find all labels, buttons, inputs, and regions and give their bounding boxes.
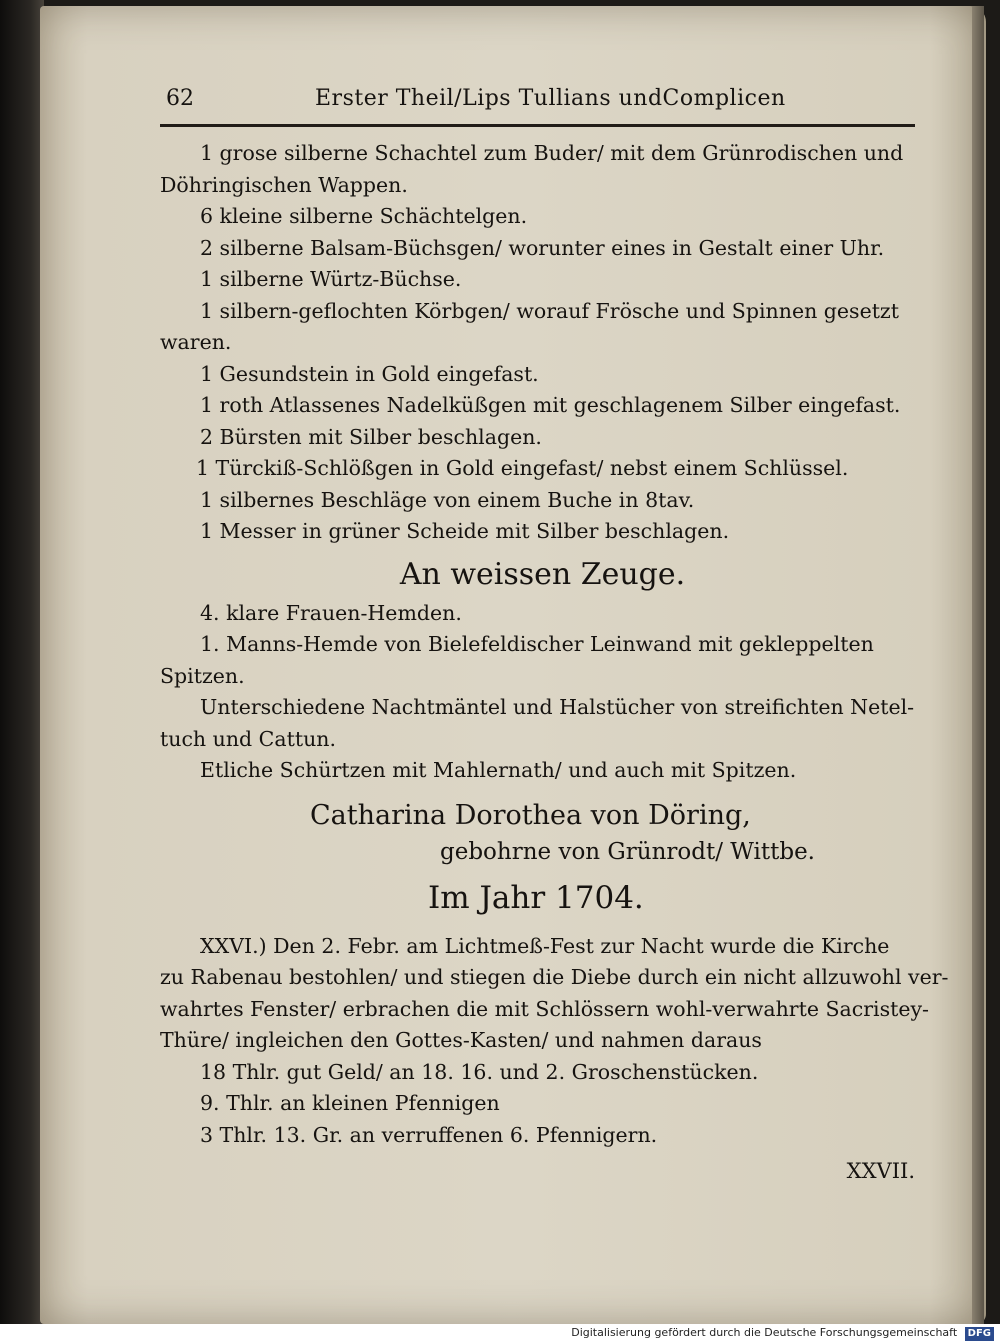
list-item: waren. (160, 330, 232, 354)
signature-title: gebohrne von Grünrodt/ Wittbe. (440, 838, 815, 865)
list-item: 9. Thlr. an kleinen Pfennigen (200, 1091, 500, 1115)
inventory-list-linen (160, 598, 925, 787)
list-item: 1 roth Atlassenes Nadelküßgen mit geschlagenem Silber eingefast. (200, 393, 901, 417)
list-item: 1 Gesundstein in Gold eingefast. (200, 361, 539, 386)
header-rule (160, 124, 915, 127)
paragraph-line: zu Rabenau bestohlen/ und stiegen die Diebe durch ein nicht allzuwohl ver- (160, 965, 949, 989)
list-item: Unterschiedene Nachtmäntel und Halstücher von streifichten Netel- (200, 695, 915, 719)
list-item: 1 silberne Würtz-Büchse. (200, 267, 462, 291)
list-item: tuch und Cattun. (160, 726, 336, 751)
catchword: XXVII. (846, 1159, 915, 1183)
entry-paragraph (160, 931, 949, 1057)
page-number: 62 (166, 86, 194, 111)
footer-text: Digitalisierung gefördert durch die Deutsche Forschungsgemeinschaft (571, 1326, 958, 1339)
book-binding (0, 0, 44, 1330)
list-item: 18 Thlr. gut Geld/ an 18. 16. und 2. Groschenstücken. (200, 1059, 759, 1084)
list-item: Etliche Schürtzen mit Mahlernath/ und auch mit Spitzen. (200, 758, 797, 782)
signature-name: Catharina Dorothea von Döring, (310, 799, 751, 831)
list-item: 1. Manns-Hemde von Bielefeldischer Leinwand mit gekleppelten (200, 632, 874, 656)
funding-footer (0, 1324, 1000, 1342)
list-item: 4. klare Frauen-Hemden. (200, 600, 462, 625)
dfg-logo: DFG (965, 1327, 994, 1341)
list-item: 2 Bürsten mit Silber beschlagen. (200, 424, 542, 449)
paragraph-line: wahrtes Fenster/ erbrachen die mit Schlössern wohl-verwahrte Sacristey- (160, 996, 929, 1021)
list-item: Spitzen. (160, 663, 245, 688)
page-edge (972, 6, 984, 1336)
list-item: 1 Messer in grüner Scheide mit Silber beschlagen. (200, 519, 730, 543)
running-title: Erster Theil/Lips Tullians undComplicen (315, 86, 786, 111)
year-heading: Im Jahr 1704. (428, 879, 644, 916)
page-text (160, 80, 949, 1191)
list-item: 1 Türckiß-Schlößgen in Gold eingefast/ nebst einem Schlüssel. (196, 456, 849, 480)
list-item: Döhringischen Wappen. (160, 172, 408, 197)
list-item: 1 silbern-geflochten Körbgen/ worauf Frösche und Spinnen gesetzt (200, 298, 899, 323)
list-item: 3 Thlr. 13. Gr. an verruffenen 6. Pfennigern. (200, 1122, 658, 1147)
list-item: 1 silbernes Beschläge von einem Buche in 8tav. (200, 487, 695, 512)
list-item: 6 kleine silberne Schächtelgen. (200, 204, 528, 228)
running-header (160, 80, 925, 122)
list-item: 1 grose silberne Schachtel zum Buder/ mit dem Grünrodischen und (200, 141, 904, 165)
inventory-list-silver (160, 138, 925, 548)
section-heading: An weissen Zeuge. (399, 556, 686, 592)
list-item: 2 silberne Balsam-Büchsgen/ worunter eines in Gestalt einer Uhr. (200, 235, 885, 260)
stolen-money-list (160, 1057, 925, 1152)
paragraph-line: XXVI.) Den 2. Febr. am Lichtmeß-Fest zur Nacht wurde die Kirche (200, 933, 890, 958)
paragraph-line: Thüre/ ingleichen den Gottes-Kasten/ und nahmen daraus (160, 1028, 762, 1052)
